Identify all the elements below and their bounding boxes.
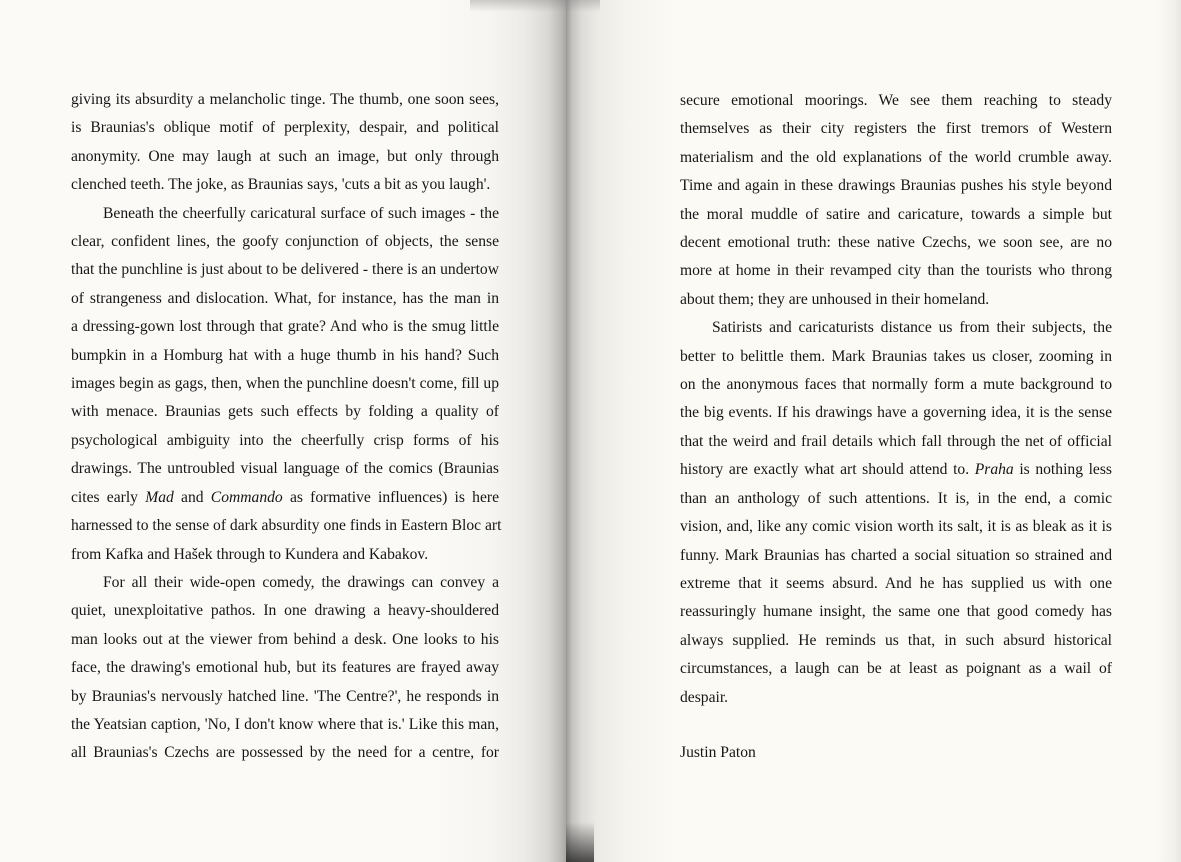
text-line: quiet, unexploitative pathos. In one drawing a heavy-shouldered (71, 602, 499, 620)
text-line: bumpkin in a Homburg hat with a huge thumb in his hand? Such (71, 346, 499, 364)
italic-title-praha: Praha (974, 461, 1014, 479)
author-signature: Justin Paton (680, 744, 756, 761)
text-line: the moral muddle of satire and caricature, towards a simple but (680, 205, 1112, 223)
text-line: materialism and the old explanations of the world crumble away. (680, 148, 1112, 166)
text-line: the Yeatsian caption, 'No, I don't know where that is.' Like this man, (71, 715, 499, 733)
text-line: with menace. Braunias gets such effects by folding a quality of (71, 403, 499, 421)
text-line: Beneath the cheerfully caricatural surface of such images - the (103, 204, 499, 222)
text-line: clenched teeth. The joke, as Braunias says, 'cuts a bit as you laugh'. (71, 176, 491, 194)
text-line: vision, and, like any comic vision worth its salt, it is as bleak as it is (680, 518, 1112, 536)
text-line: images begin as gags, then, when the punchline doesn't come, fill up (71, 375, 499, 393)
text-line: from Kafka and Hašek through to Kundera and Kabakov. (71, 545, 429, 563)
text-segment: as formative influences) is here (282, 488, 499, 506)
text-line: more at home in their revamped city than the tourists who throng (680, 262, 1112, 280)
text-line: about them; they are unhoused in their homeland. (680, 290, 990, 308)
left-page-text (71, 86, 502, 768)
text-line: drawings. The untroubled visual language of the comics (Braunias (71, 460, 499, 478)
text-line: the big events. If his drawings have a governing idea, it is the sense (680, 404, 1112, 422)
text-line: harnessed to the sense of dark absurdity one finds in Eastern Bloc art (71, 517, 502, 535)
text-line: secure emotional moorings. We see them reaching to steady (680, 92, 1112, 109)
text-line: Satirists and caricaturists distance us from their subjects, the (712, 319, 1112, 337)
text-line: a dressing-gown lost through that grate? And who is the smug little (71, 318, 499, 336)
text-line: reassuringly humane insight, the same one that good comedy has (680, 603, 1112, 621)
text-line: despair. (680, 688, 729, 706)
text-line: extreme that it seems absurd. And he has supplied us with one (680, 574, 1112, 592)
left-page (0, 0, 566, 862)
text-line: than an anthology of such attentions. It is, in the end, a comic (680, 489, 1112, 507)
text-segment: cites early (71, 488, 146, 506)
text-line-with-italics (71, 484, 499, 512)
text-line: by Braunias's nervously hatched line. 'The Centre?', he responds in (71, 687, 499, 705)
text-segment: and (173, 488, 211, 506)
text-line: face, the drawing's emotional hub, but its features are frayed away (71, 659, 499, 677)
text-line: psychological ambiguity into the cheerfully crisp forms of his (71, 431, 499, 449)
text-line: funny. Mark Braunias has charted a social situation so strained and (680, 546, 1112, 564)
text-line: anonymity. One may laugh at such an image, but only through (71, 147, 499, 165)
text-line: man looks out at the viewer from behind a desk. One looks to his (71, 630, 499, 648)
text-line: circumstances, a laugh can be at least as poignant as a wail of (680, 660, 1112, 678)
text-line: of strangeness and dislocation. What, for instance, has the man in (71, 289, 499, 307)
text-line: giving its absurdity a melancholic tinge. The thumb, one soon sees, (71, 91, 499, 108)
italic-title-commando: Commando (210, 488, 283, 506)
text-line: themselves as their city registers the first tremors of Western (680, 120, 1112, 138)
text-line: that the punchline is just about to be delivered - there is an undertow (71, 261, 499, 279)
text-line: decent emotional truth: these native Czechs, we soon see, are no (680, 234, 1112, 252)
italic-title-mad: Mad (145, 488, 174, 506)
text-line: For all their wide-open comedy, the drawings can convey a (103, 573, 499, 591)
text-line: is Braunias's oblique motif of perplexity, despair, and political (71, 119, 499, 137)
text-line: better to belittle them. Mark Braunias takes us closer, zooming in (680, 347, 1112, 365)
text-line: on the anonymous faces that normally form a mute background to (680, 376, 1112, 394)
text-line: always supplied. He reminds us that, in such absurd historical (680, 631, 1112, 649)
text-line: clear, confident lines, the goofy conjunction of objects, the sense (71, 233, 499, 251)
text-line: that the weird and frail details which fall through the net of official (680, 432, 1112, 450)
right-page-text (680, 87, 1112, 712)
text-line-with-italics (680, 456, 1112, 484)
text-segment: is nothing less (1013, 461, 1112, 479)
right-page (566, 0, 1181, 862)
text-line: all Braunias's Czechs are possessed by the need for a centre, for (71, 744, 499, 762)
spine-top-shadow (470, 0, 600, 12)
text-segment: history are exactly what art should attend to. (680, 461, 975, 479)
text-line: Time and again in these drawings Braunias pushes his style beyond (680, 177, 1112, 195)
spine-bottom-shadow (566, 822, 594, 862)
